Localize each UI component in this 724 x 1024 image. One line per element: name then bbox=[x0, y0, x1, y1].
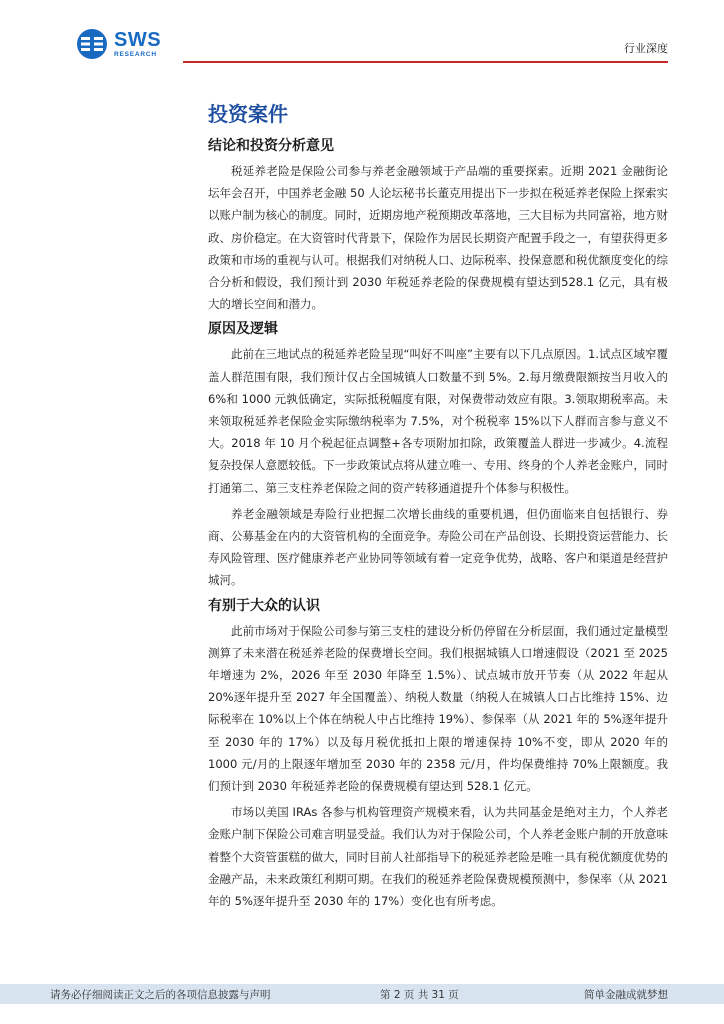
section-heading-conclusion: 结论和投资分析意见 bbox=[208, 138, 334, 154]
paragraph: 此前在三地试点的税延养老险呈现“叫好不叫座”主要有以下几点原因。1.试点区域窄覆盖人群范围有限，我们预计仅占全国城镇人口数量不到 5%。2.每月缴费限额按当月收入的 6%和 1000 元孰低确定，实际抵税幅度有限，对保费带动效应有限。3.领取期税率高。未来领取税延养老保险金实际缴纳税率为 7.5%，对个税税率 15%以下人群而言参与意义不大。2018 年 10 月个税起征点调整+各专项附加扣除，政策覆盖人群进一步减少。4.流程复杂投保人意愿较低。下一步政策试点将从建立唯一、专用、终身的个人养老金账户，同时打通第二、第三支柱养老保险之间的资产转移通道提升个体参与积极性。 bbox=[208, 347, 668, 495]
sws-logo bbox=[76, 28, 161, 60]
paragraph: 税延养老险是保险公司参与养老金融领域于产品端的重要探索。近期 2021 金融街论坛年会召开，中国养老金融 50 人论坛秘书长董克用提出下一步拟在税延养老保险上探索实以账户制为核心的制度。同时，近期房地产税预期改革落地，三大目标为共同富裕，地方财政、房价稳定。在大资管时代背景下，保险作为居民长期资产配置手段之一，有望获得更多政策和市场的重视与认可。根据我们对纳税人口、边际税率、投保意愿和税优额度变化的综合分析和假设，我们预计到 2030 年税延养老险的保费规模有望达到528.1 亿元，具有极大的增长空间和潜力。 bbox=[208, 164, 668, 312]
brand-name: SWS bbox=[114, 28, 162, 51]
main-content bbox=[208, 100, 668, 916]
section-heading-distinct-view: 有别于大众的认识 bbox=[208, 597, 320, 614]
paragraph: 养老金融领域是寿险行业把握二次增长曲线的重要机遇，但仍面临来自包括银行、券商、公募基金在内的大资管机构的全面竞争。寿险公司在产品创设、长期投资运营能力、长寿风险管理、医疗健康养老产业协同等领域有着一定竞争优势，战略、客户和渠道是经营护城河。 bbox=[208, 506, 668, 588]
report-type-label: 行业深度 bbox=[624, 42, 668, 55]
brand-sub: RESEARCH bbox=[114, 50, 157, 58]
page-footer bbox=[0, 984, 724, 1004]
footer-slogan: 简单金融成就梦想 bbox=[584, 989, 668, 1001]
page-number: 第 2 页 共 31 页 bbox=[380, 989, 459, 1001]
header-divider bbox=[183, 61, 668, 63]
paragraph: 此前市场对于保险公司参与第三支柱的建设分析仍停留在分析层面，我们通过定量模型测算了未来潜在税延养老险的保费增长空间。我们根据城镇人口增速假设（2021 至 2025 年增速为 2%，2026 年至 2030 年降至 1.5%）、试点城市放开节奏（从 2022 年起从 20%逐年提升至 2027 年全国覆盖）、纳税人数量（纳税人在城镇人口占比维持 15%、边际税率在 10%以上个体在纳税人中占比维持 19%）、参保率（从 2021 年的 5%逐年提升至 2030 年的 17%）以及每月税优抵扣上限的增速保持 10%不变，即从 2020 年的 1000 元/月的上限逐年增加至 2030 年的 2358 元/月，件均保费维持 70%上限额度。我们预计到 2030 年税延养老险的保费规模有望达到 528.1 亿元。 bbox=[208, 623, 668, 794]
sws-logo-icon bbox=[76, 28, 108, 60]
footer-disclaimer: 请务必仔细阅读正文之后的各项信息披露与声明 bbox=[50, 989, 271, 1001]
page-title: 投资案件 bbox=[208, 102, 288, 126]
paragraph: 市场以美国 IRAs 各参与机构管理资产规模来看，认为共同基金是绝对主力，个人养老金账户制下保险公司难言明显受益。我们认为对于保险公司，个人养老金账户制的开放意味着整个大资管蛋糕的做大，同时目前人社部指导下的税延养老险是唯一具有税优额度优势的金融产品，未来政策红利期可期。在我们的税延养老险保费规模预测中，参保率（从 2021 年的 5%逐年提升至 2030 年的 17%）变化也有所考虑。 bbox=[208, 805, 668, 909]
page-header bbox=[0, 0, 724, 70]
section-heading-reasons: 原因及逻辑 bbox=[208, 321, 278, 338]
